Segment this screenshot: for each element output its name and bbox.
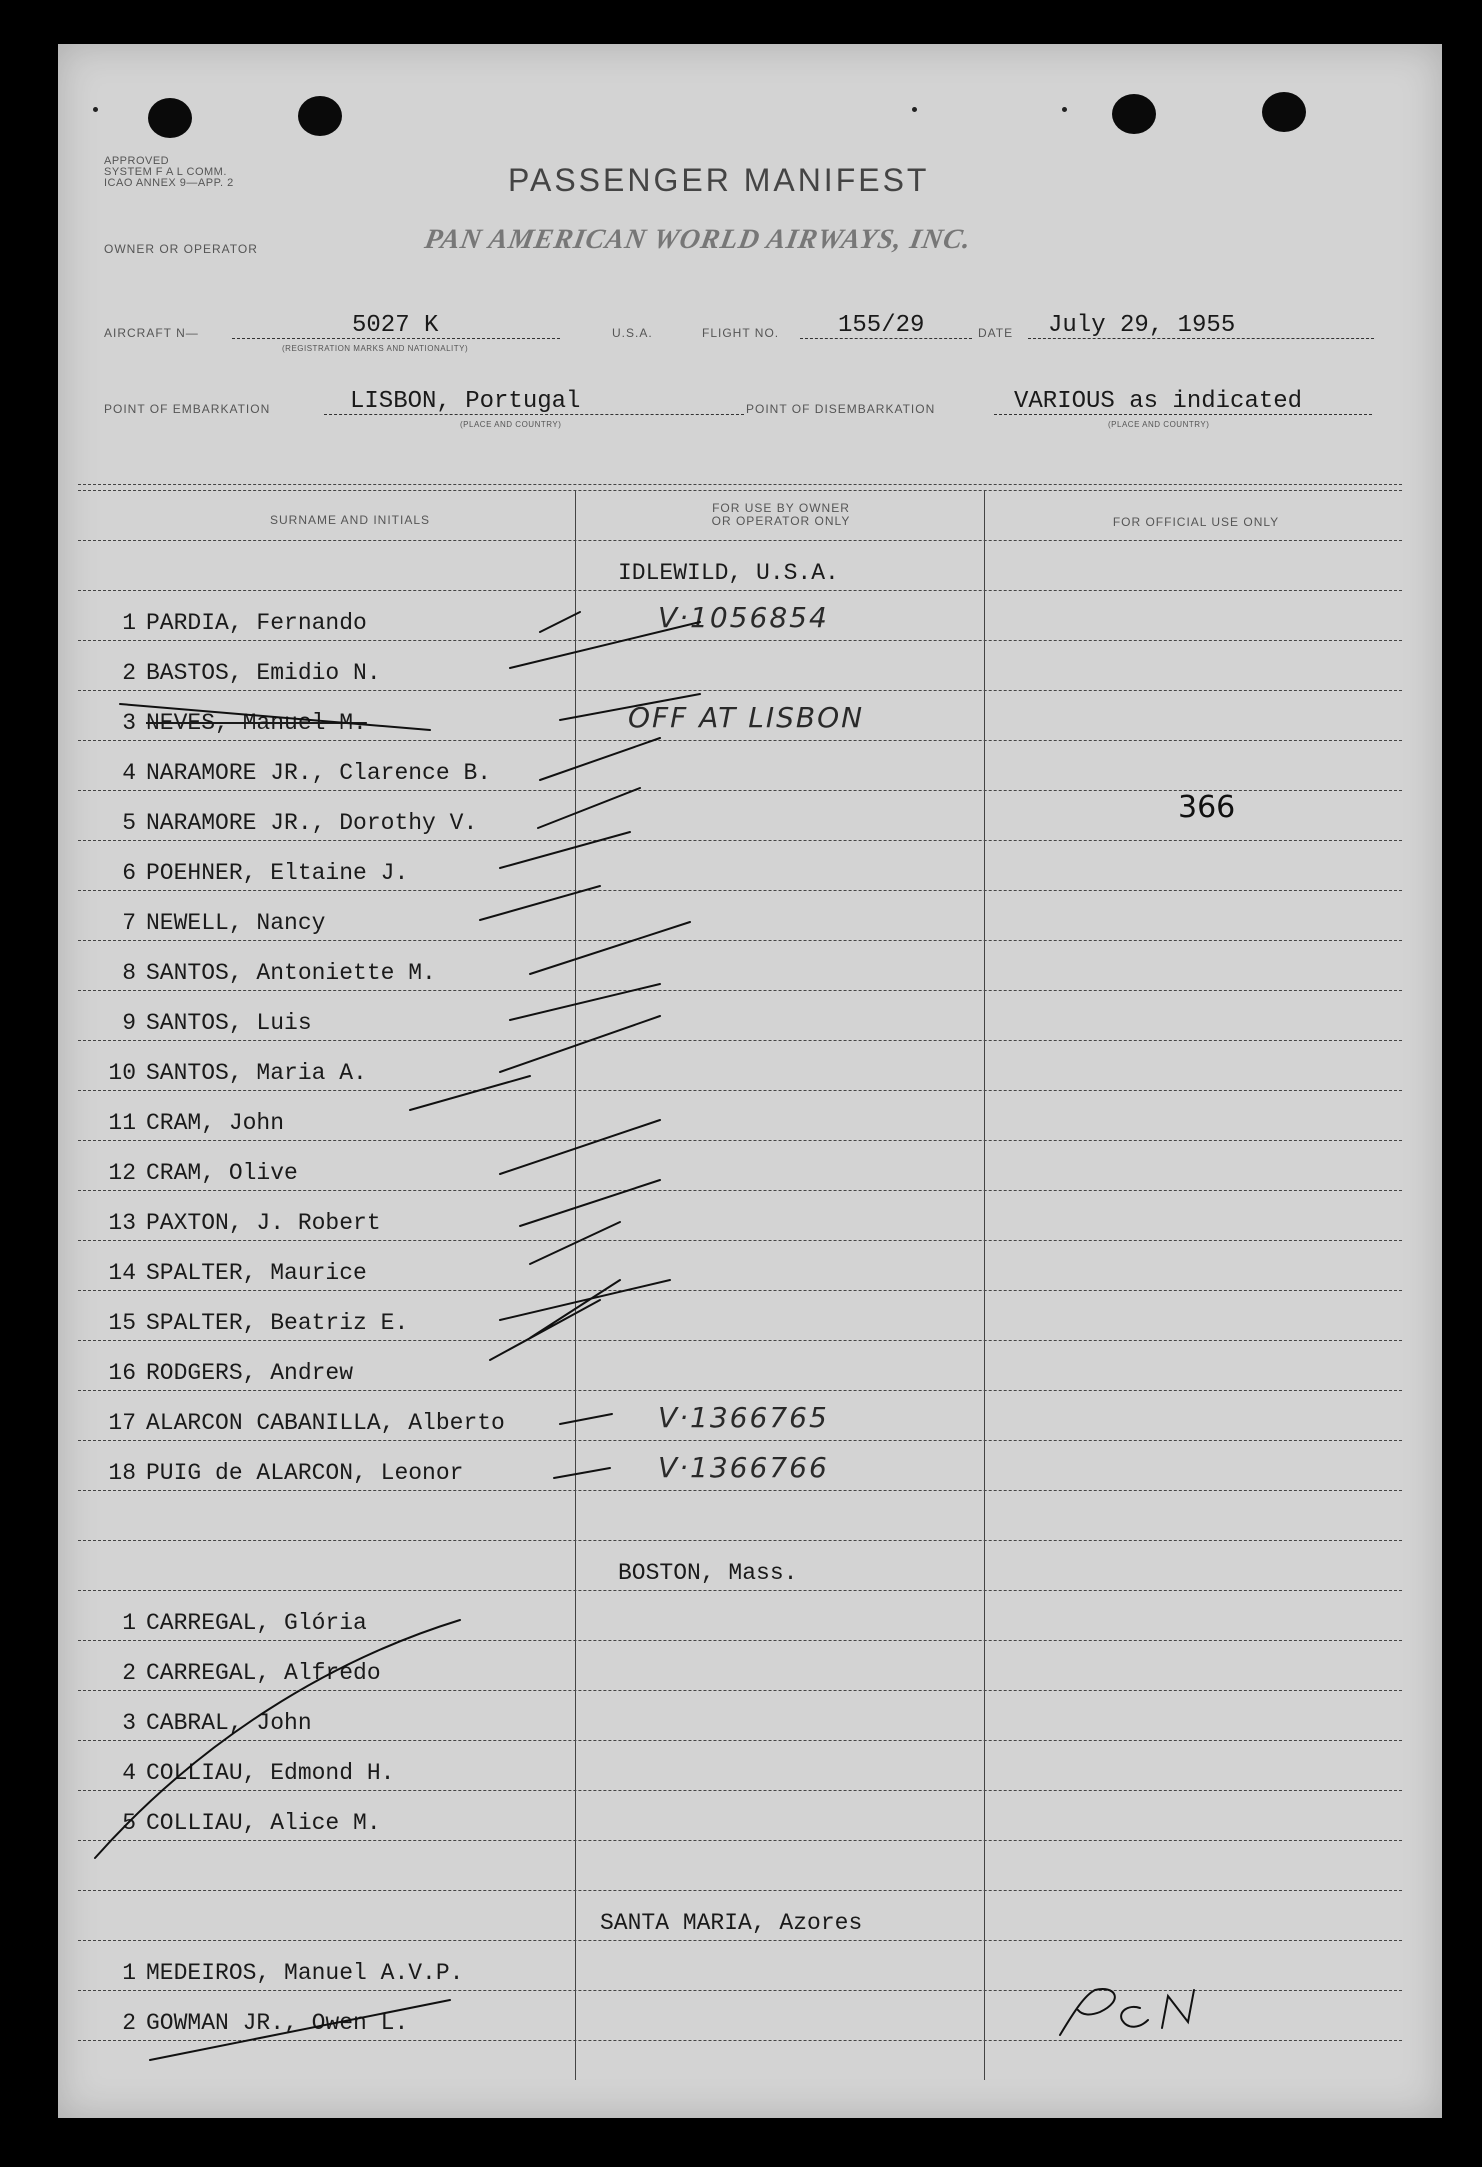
destination-heading: SANTA MARIA, Azores xyxy=(600,1910,863,1936)
table-row xyxy=(78,1040,1402,1091)
passenger-name: SANTOS, Maria A. xyxy=(146,1060,367,1086)
passenger-number: 2 xyxy=(122,1660,136,1686)
owner-label: OWNER OR OPERATOR xyxy=(104,242,258,256)
table-row xyxy=(78,990,1402,1041)
punch-hole xyxy=(148,98,192,138)
passenger-name: RODGERS, Andrew xyxy=(146,1360,354,1386)
table-row xyxy=(78,1290,1402,1341)
passenger-number: 6 xyxy=(122,860,136,886)
passenger-name: GOWMAN JR., Owen L. xyxy=(146,2010,409,2036)
table-row xyxy=(78,890,1402,941)
passenger-name: SPALTER, Maurice xyxy=(146,1260,367,1286)
passenger-number: 15 xyxy=(108,1310,136,1336)
table-row xyxy=(78,1440,1402,1491)
disembark-label: POINT OF DISEMBARKATION xyxy=(746,402,936,416)
section-header-row xyxy=(78,540,1402,591)
col-header-surname: SURNAME AND INITIALS xyxy=(269,513,431,527)
table-row xyxy=(78,1190,1402,1241)
approval-line: APPROVED xyxy=(104,155,170,167)
speck xyxy=(1062,107,1067,112)
passenger-name: CABRAL, John xyxy=(146,1710,312,1736)
owner-note: V·1056854 xyxy=(658,601,829,634)
passenger-number: 9 xyxy=(122,1010,136,1036)
embark-value: LISBON, Portugal xyxy=(350,388,581,415)
table-row xyxy=(78,1640,1402,1691)
aircraft-value: 5027 K xyxy=(352,312,439,339)
owner-value: PAN AMERICAN WORLD AIRWAYS, INC. xyxy=(422,224,974,255)
disembark-sublabel: (PLACE AND COUNTRY) xyxy=(1108,420,1210,429)
aircraft-label: AIRCRAFT N— xyxy=(104,326,199,340)
passenger-name: SANTOS, Antoniette M. xyxy=(146,960,436,986)
table-row xyxy=(78,1140,1402,1191)
passenger-name: PUIG de ALARCON, Leonor xyxy=(146,1460,464,1486)
stamp-number: 366 xyxy=(1178,790,1236,825)
table-top-rule xyxy=(78,490,1402,491)
table-row xyxy=(78,1340,1402,1391)
col-header-owner xyxy=(576,502,986,528)
passenger-name: PARDIA, Fernando xyxy=(146,610,367,636)
passenger-number: 7 xyxy=(122,910,136,936)
flight-value: 155/29 xyxy=(838,312,925,339)
usa-label: U.S.A. xyxy=(612,326,653,340)
passenger-number: 5 xyxy=(122,1810,136,1836)
section-header-row xyxy=(78,1540,1402,1591)
passenger-number: 14 xyxy=(108,1260,136,1286)
owner-note: V·1366766 xyxy=(658,1451,829,1484)
col-header-official: FOR OFFICIAL USE ONLY xyxy=(1112,515,1280,529)
table-row xyxy=(78,740,1402,791)
passenger-number: 1 xyxy=(122,1610,136,1636)
passenger-number: 10 xyxy=(108,1060,136,1086)
speck xyxy=(912,107,917,112)
table-top-rule xyxy=(78,484,1402,485)
passenger-name: CARREGAL, Alfredo xyxy=(146,1660,381,1686)
disembark-value: VARIOUS as indicated xyxy=(1014,388,1303,415)
date-value: July 29, 1955 xyxy=(1048,312,1236,339)
approval-line: ICAO ANNEX 9—APP. 2 xyxy=(104,177,234,189)
aircraft-sublabel: (REGISTRATION MARKS AND NATIONALITY) xyxy=(282,344,469,353)
table-row xyxy=(78,1590,1402,1641)
table-row xyxy=(78,1940,1402,1991)
passenger-number: 3 xyxy=(122,710,136,736)
passenger-number: 3 xyxy=(122,1710,136,1736)
flight-label: FLIGHT NO. xyxy=(702,326,780,340)
signature xyxy=(1080,2032,1082,2033)
passenger-number: 2 xyxy=(122,660,136,686)
table-row xyxy=(78,1240,1402,1291)
passenger-name: COLLIAU, Alice M. xyxy=(146,1810,381,1836)
table-row xyxy=(78,640,1402,691)
approval-block xyxy=(104,156,234,189)
passenger-number: 18 xyxy=(108,1460,136,1486)
approval-line: SYSTEM F A L COMM. xyxy=(104,166,227,178)
passenger-name: COLLIAU, Edmond H. xyxy=(146,1760,395,1786)
speck xyxy=(93,107,98,112)
passenger-number: 13 xyxy=(108,1210,136,1236)
spacer-row xyxy=(78,1840,1402,1891)
passenger-name: CARREGAL, Glória xyxy=(146,1610,367,1636)
passenger-number: 4 xyxy=(122,760,136,786)
passenger-number: 11 xyxy=(108,1110,136,1136)
table-row xyxy=(78,690,1402,741)
table-row xyxy=(78,590,1402,641)
passenger-name: ALARCON CABANILLA, Alberto xyxy=(146,1410,505,1436)
passenger-name: NARAMORE JR., Clarence B. xyxy=(146,760,492,786)
owner-note: V·1366765 xyxy=(658,1401,829,1434)
passenger-number: 2 xyxy=(122,2010,136,2036)
passenger-name: CRAM, John xyxy=(146,1110,285,1136)
passenger-name: CRAM, Olive xyxy=(146,1160,298,1186)
destination-heading: BOSTON, Mass. xyxy=(618,1560,798,1586)
passenger-name: POEHNER, Eltaine J. xyxy=(146,860,409,886)
page-title: PASSENGER MANIFEST xyxy=(508,162,930,198)
punch-hole xyxy=(298,96,342,136)
passenger-name: SANTOS, Luis xyxy=(146,1010,312,1036)
spacer-row xyxy=(78,1490,1402,1541)
passenger-name: MEDEIROS, Manuel A.V.P. xyxy=(146,1960,464,1986)
passenger-name: NEWELL, Nancy xyxy=(146,910,326,936)
passenger-number: 4 xyxy=(122,1760,136,1786)
table-row xyxy=(78,1740,1402,1791)
destination-heading: IDLEWILD, U.S.A. xyxy=(618,560,839,586)
table-row xyxy=(78,840,1402,891)
table-row xyxy=(78,1990,1402,2041)
passenger-number: 5 xyxy=(122,810,136,836)
table-row xyxy=(78,1090,1402,1141)
passenger-name: BASTOS, Emidio N. xyxy=(146,660,381,686)
table-row xyxy=(78,940,1402,991)
passenger-number: 1 xyxy=(122,610,136,636)
passenger-number: 12 xyxy=(108,1160,136,1186)
section-header-row xyxy=(78,1890,1402,1941)
date-label: DATE xyxy=(978,326,1014,340)
owner-note: OFF AT LISBON xyxy=(628,701,865,734)
punch-hole xyxy=(1112,94,1156,134)
passenger-number: 8 xyxy=(122,960,136,986)
passenger-name: NARAMORE JR., Dorothy V. xyxy=(146,810,478,836)
table-row xyxy=(78,1390,1402,1441)
col-header-owner-line: OR OPERATOR ONLY xyxy=(711,514,851,528)
embark-label: POINT OF EMBARKATION xyxy=(104,402,271,416)
embark-sublabel: (PLACE AND COUNTRY) xyxy=(460,420,562,429)
table-row xyxy=(78,1790,1402,1841)
table-row xyxy=(78,1690,1402,1741)
passenger-name: SPALTER, Beatriz E. xyxy=(146,1310,409,1336)
col-header-owner-line: FOR USE BY OWNER xyxy=(712,501,850,515)
passenger-name: PAXTON, J. Robert xyxy=(146,1210,381,1236)
punch-hole xyxy=(1262,92,1306,132)
passenger-number: 17 xyxy=(108,1410,136,1436)
passenger-number: 16 xyxy=(108,1360,136,1386)
passenger-name: NEVES, Manuel M. xyxy=(146,710,367,736)
passenger-number: 1 xyxy=(122,1960,136,1986)
